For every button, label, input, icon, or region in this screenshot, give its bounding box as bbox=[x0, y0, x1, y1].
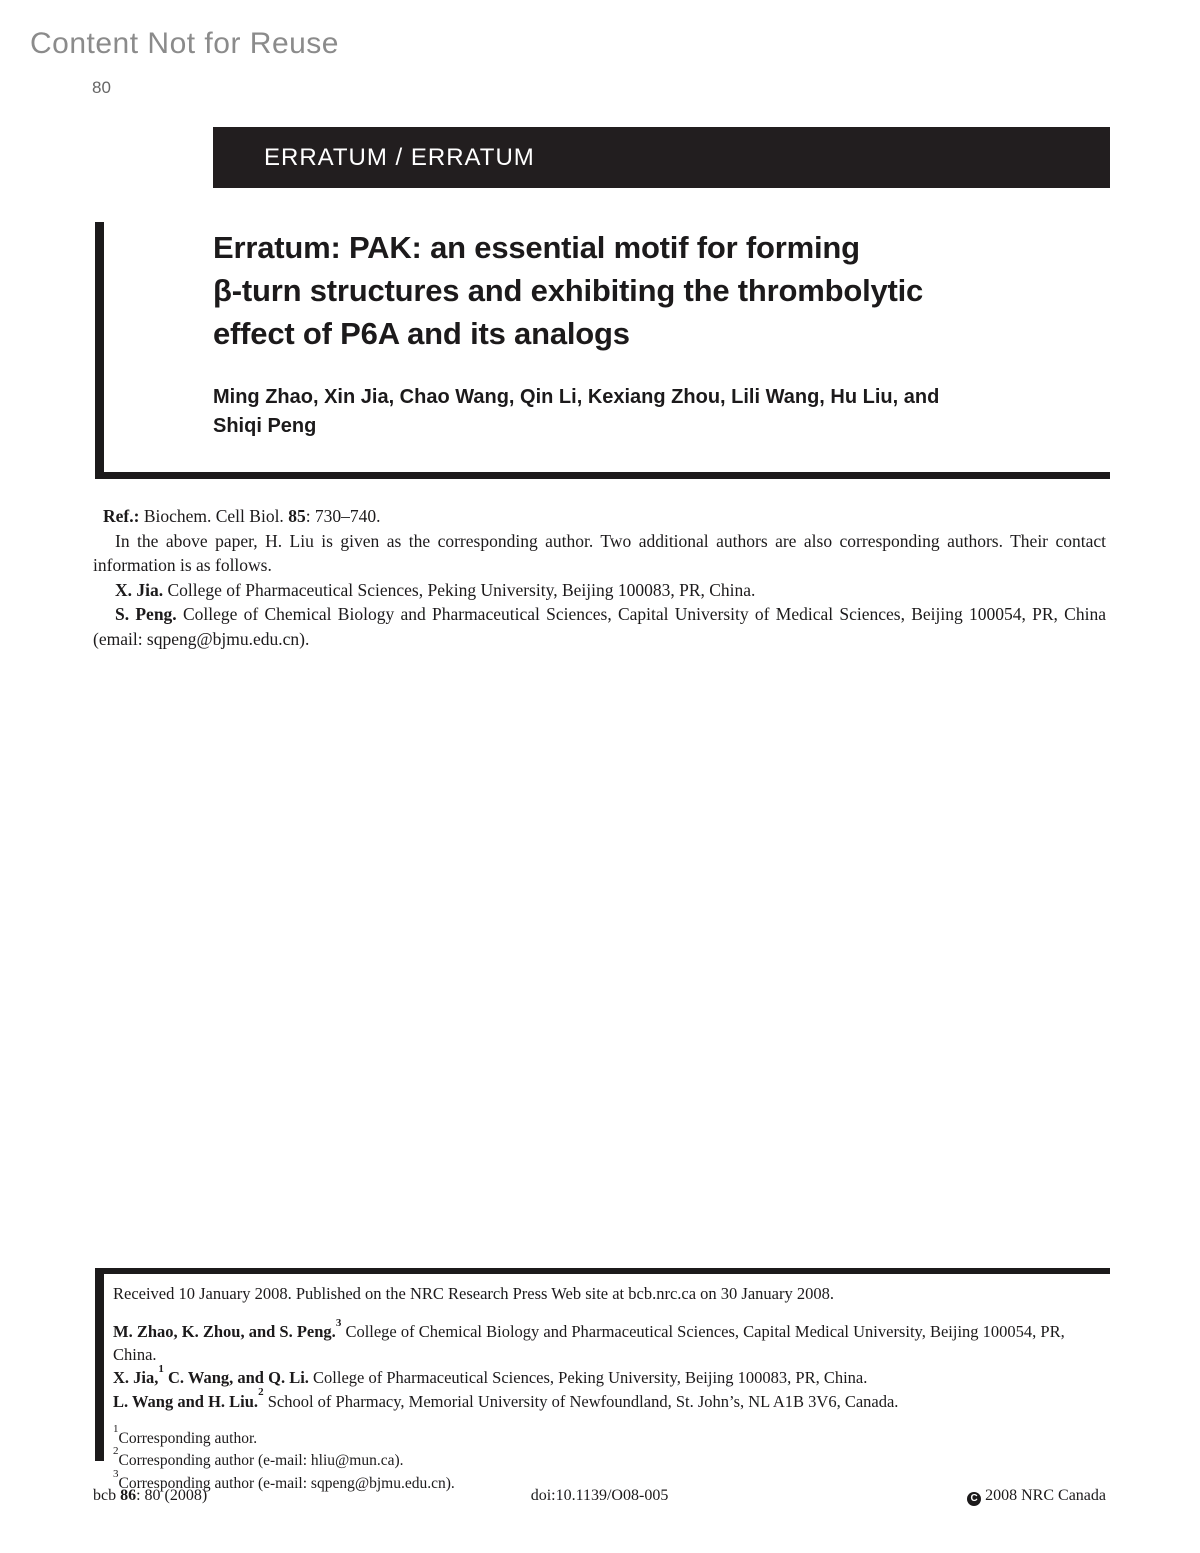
affiliation-authors: M. Zhao, K. Zhou, and S. Peng. bbox=[113, 1322, 336, 1341]
affiliation-sup: 1 bbox=[158, 1362, 164, 1375]
affiliation-text: College of Pharmaceutical Sciences, Peking University, Beijing 100083, PR, China. bbox=[308, 1368, 868, 1388]
contact-peng-text: College of Chemical Biology and Pharmaceutical Sciences, Capital University of Medical Sciences, Beijing 100054, PR, China (email: sqpeng@bjmu.edu.cn). bbox=[93, 604, 1106, 649]
erratum-paragraph: In the above paper, H. Liu is given as the corresponding author. Two additional authors are also corresponding authors. Their contact information is as follows. bbox=[93, 530, 1106, 576]
journal-volume: 86 bbox=[120, 1487, 137, 1504]
affiliation-sup: 2 bbox=[258, 1386, 264, 1399]
footer-block bbox=[95, 1268, 1110, 1492]
footnote-sup: 1 bbox=[113, 1422, 119, 1435]
article-title-block bbox=[95, 222, 1110, 479]
affiliation-authors: L. Wang and H. Liu. bbox=[113, 1391, 259, 1411]
journal-code: bcb bbox=[93, 1487, 121, 1504]
contact-peng bbox=[93, 602, 1106, 651]
affiliation-authors: X. Jia, bbox=[113, 1368, 159, 1388]
erratum-banner-label: ERRATUM / ERRATUM bbox=[264, 144, 535, 171]
reference-volume: 85 bbox=[288, 506, 306, 526]
article-title bbox=[213, 226, 1110, 355]
affiliation-text: School of Pharmacy, Memorial University of Newfoundland, St. John’s, NL A1B 3V6, Canada. bbox=[263, 1391, 899, 1411]
footnote-row bbox=[113, 1422, 1110, 1450]
copyright-line bbox=[967, 1487, 1106, 1506]
affiliation-sup: 3 bbox=[335, 1316, 342, 1329]
received-line: Received 10 January 2008. Published on the NRC Research Press Web site at bcb.nrc.ca on 30 January 2008. bbox=[113, 1284, 834, 1303]
article-title-line-1: Erratum: PAK: an essential motif for forming bbox=[213, 230, 860, 265]
footnote-row bbox=[113, 1445, 1110, 1472]
erratum-banner bbox=[213, 127, 1110, 188]
affiliation-row bbox=[113, 1316, 1110, 1366]
affiliations bbox=[113, 1316, 1110, 1413]
article-title-line-3: effect of P6A and its analogs bbox=[213, 316, 630, 351]
reference-line bbox=[93, 504, 1106, 529]
contact-peng-name: S. Peng. bbox=[115, 604, 177, 625]
contact-jia-text: College of Pharmaceutical Sciences, Peking University, Beijing 100083, PR, China. bbox=[163, 579, 756, 600]
footnote-text: Corresponding author. bbox=[118, 1429, 258, 1447]
reference-pages: : 730–740. bbox=[305, 506, 381, 526]
doi: doi:10.1139/O08-005 bbox=[530, 1487, 669, 1504]
footnote-text: Corresponding author (e-mail: sqpeng@bjmu.edu.cn). bbox=[118, 1474, 455, 1492]
article-authors-line-2: Shiqi Peng bbox=[213, 415, 317, 437]
affiliation-row bbox=[113, 1386, 1110, 1413]
footnote-sup: 3 bbox=[113, 1467, 119, 1480]
footnote-text: Corresponding author (e-mail: hliu@mun.ca). bbox=[118, 1452, 404, 1470]
erratum-body bbox=[93, 504, 1106, 652]
journal-issue: : 80 (2008) bbox=[136, 1487, 208, 1504]
article-authors-line-1: Ming Zhao, Xin Jia, Chao Wang, Qin Li, Kexiang Zhou, Lili Wang, Hu Liu, and bbox=[213, 386, 940, 408]
page-footer-line bbox=[93, 1487, 1106, 1507]
footnote-sup: 2 bbox=[113, 1445, 119, 1458]
reuse-watermark: Content Not for Reuse bbox=[30, 27, 339, 60]
contact-jia-name: X. Jia. bbox=[115, 579, 164, 600]
copyright-text: 2008 NRC Canada bbox=[985, 1487, 1106, 1504]
copyright-icon: C bbox=[967, 1492, 981, 1506]
reference-journal: Biochem. Cell Biol. bbox=[139, 506, 289, 526]
reference-label: Ref.: bbox=[103, 506, 140, 526]
article-title-line-2: β-turn structures and exhibiting the thrombolytic bbox=[213, 273, 924, 308]
page-number: 80 bbox=[92, 78, 111, 97]
contact-jia bbox=[93, 578, 1106, 603]
affiliation-authors-cont: C. Wang, and Q. Li. bbox=[163, 1368, 309, 1388]
article-authors bbox=[213, 383, 1110, 441]
affiliation-text: College of Chemical Biology and Pharmaceutical Sciences, Capital Medical University, Beijing 100054, PR, China. bbox=[113, 1322, 1065, 1365]
footnotes bbox=[113, 1422, 1110, 1495]
